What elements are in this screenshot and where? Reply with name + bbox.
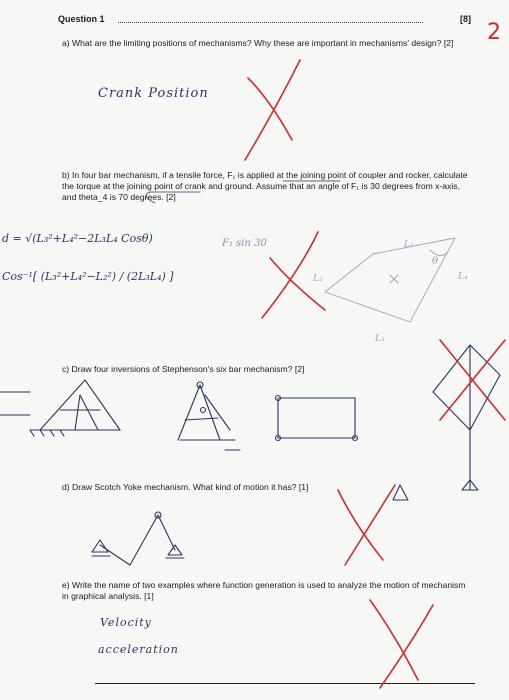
force-note: F₁ sin 30 [222,238,267,249]
answer-e-line-1: Velocity [100,616,152,629]
cross-a-2 [245,60,300,160]
question-c-text: c) Draw four inversions of Stephenson's six bar mechanism? [2] [62,364,305,374]
scotch-yoke-sketch [92,512,184,565]
total-marks: [8] [460,14,471,24]
stephenson-sketch-4 [393,345,500,500]
cross-e-2 [380,605,433,688]
red-cross-marks [245,60,505,688]
fourbar-sketch [325,238,455,322]
cross-b-1 [270,258,325,310]
stephenson-sketch-3 [276,396,358,441]
question-d-text: d) Draw Scotch Yoke mechanism. What kind of motion it has? [1] [62,482,309,492]
angle-theta-label: θ [432,256,439,267]
question-b-text: b) In four bar mechanism, if a tensile force, F₁ is applied at the joining point of coupler and rocker, calculate the torque at the joining point of crank and ground. Assume that an angle of F₁ is 30 degrees from x-axis, and theta_4 is 70 degrees. [2] [62,170,468,202]
circle-angle-of [146,192,155,203]
link-l4-label: L₄ [458,272,468,282]
cross-d-1 [338,490,383,560]
cross-d-2 [345,485,395,565]
link-l3-label: L₃ [375,334,385,344]
formula-distance: d = √(L₃²+L₄²−2L₃L₄ Cosθ) [2,232,153,245]
stephenson-sketch-2 [178,382,240,450]
cross-b-2 [262,232,318,318]
answer-e-line-2: acceleration [98,643,179,656]
question-e-text: e) Write the name of two examples where function generation is used to analyze the motion of mechanism in graphical analysis. [1] [62,580,466,601]
formula-arccos: Cos⁻¹[ (L₃²+L₄²−L₂²) / (2L₃L₄) ] [2,270,174,283]
question-title: Question 1 [58,14,105,24]
answer-a-handwriting: Crank Position [98,86,209,101]
stephenson-sketch-1 [0,380,120,436]
link-l1-label: L₁ [404,240,414,250]
handwritten-score: 2 [487,20,501,45]
link-l2-label: L₂ [313,274,323,284]
question-a-text: a) What are the limiting positions of mechanisms? Why these are important in mechanisms' design? [2] [62,38,454,48]
